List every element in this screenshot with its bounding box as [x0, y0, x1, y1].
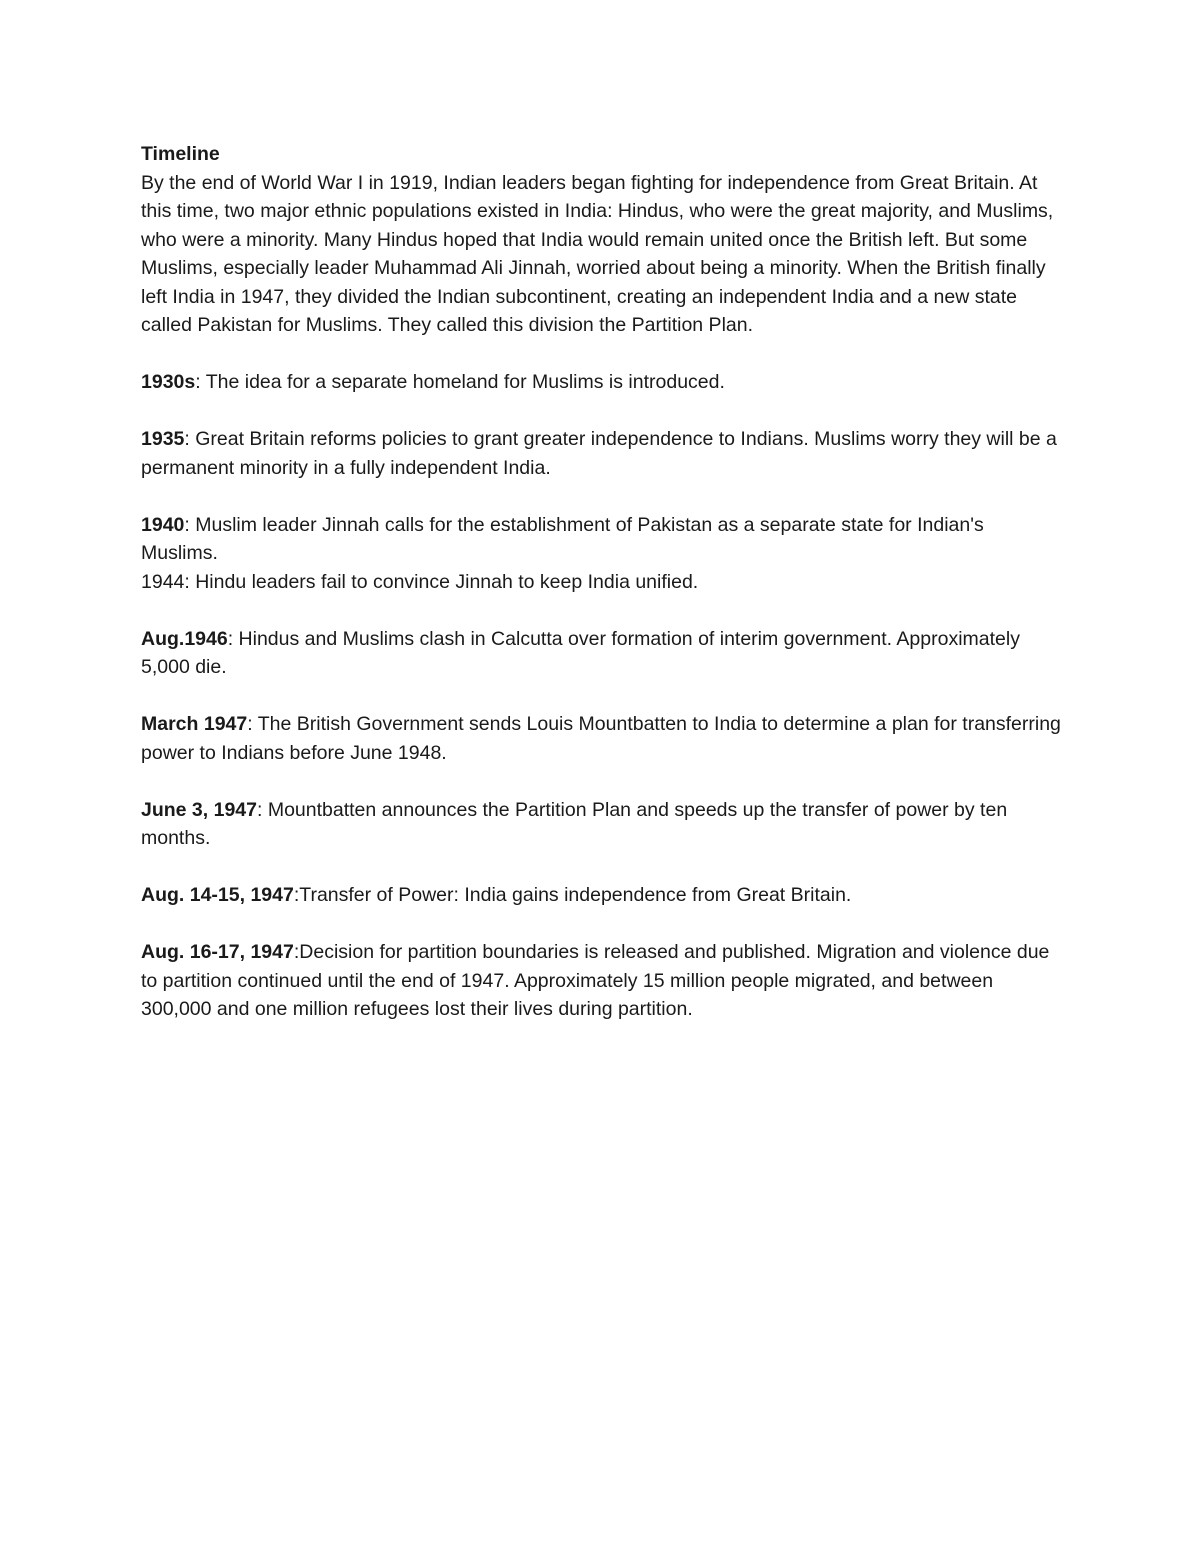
entry-date: June 3, 1947 [141, 798, 257, 821]
entry-date: Aug. 16-17, 1947 [141, 941, 294, 963]
entry-date: 1940 [141, 513, 185, 536]
entry-date: 1930s [141, 371, 196, 393]
timeline-entry-1930s [141, 368, 1061, 397]
entry-text: : Muslim leader Jinnah calls for the establishment of Pakistan as a separate state for Indian's Muslims. [141, 513, 984, 564]
timeline-entry-aug-16-17-1947 [141, 938, 1061, 1024]
entry-date: Aug. 14-15, 1947 [141, 884, 294, 906]
entry-text: : The British Government sends Louis Mountbatten to India to determine a plan for transferring power to Indians before June 1948. [141, 713, 1061, 764]
document-title: Timeline [141, 143, 220, 165]
entry-text: : Great Britain reforms policies to grant greater independence to Indians. Muslims worry they will be a permanent minority in a fully independent India. [141, 428, 1057, 479]
timeline-entry-1935 [141, 425, 1061, 482]
timeline-entry-june-1947 [141, 796, 1061, 853]
timeline-entry-aug-14-15-1947 [141, 881, 1061, 910]
intro-paragraph: By the end of World War I in 1919, Indian leaders began fighting for independence from Great Britain. At this time, two major ethnic populations existed in India: Hindus, who were the great majority, and Muslims, who were a minority. Many Hindus hoped that India would remain united once the British left. But some Muslims, especially leader Muhammad Ali Jinnah, worried about being a minority. When the British finally left India in 1947, they divided the Indian subcontinent, creating an independent India and a new state called Pakistan for Muslims. They called this division the Partition Plan. [141, 171, 1054, 336]
entry-text: 1944: Hindu leaders fail to convince Jinnah to keep India unified. [141, 570, 699, 593]
timeline-entry-1944 [141, 568, 1061, 597]
entry-date: 1935 [141, 428, 185, 450]
entry-text: : Hindus and Muslims clash in Calcutta over formation of interim government. Approximately 5,000 die. [141, 627, 1020, 678]
timeline-entry-aug-1946 [141, 625, 1061, 682]
timeline-entry-march-1947 [141, 710, 1061, 767]
document-page [141, 140, 1061, 1052]
entry-text: :Decision for partition boundaries is released and published. Migration and violence due to partition continued until the end of 1947. Approximately 15 million people migrated, and between 300,000 and one million refugees lost their lives during partition. [141, 941, 1050, 1020]
timeline-entry-1940 [141, 511, 1061, 568]
entry-text: : The idea for a separate homeland for Muslims is introduced. [195, 371, 725, 393]
entry-text: : Mountbatten announces the Partition Plan and speeds up the transfer of power by ten months. [141, 798, 1008, 849]
entry-date: Aug.1946 [141, 627, 228, 650]
entry-text: :Transfer of Power: India gains independence from Great Britain. [293, 884, 852, 906]
entry-date: March 1947 [141, 713, 248, 735]
